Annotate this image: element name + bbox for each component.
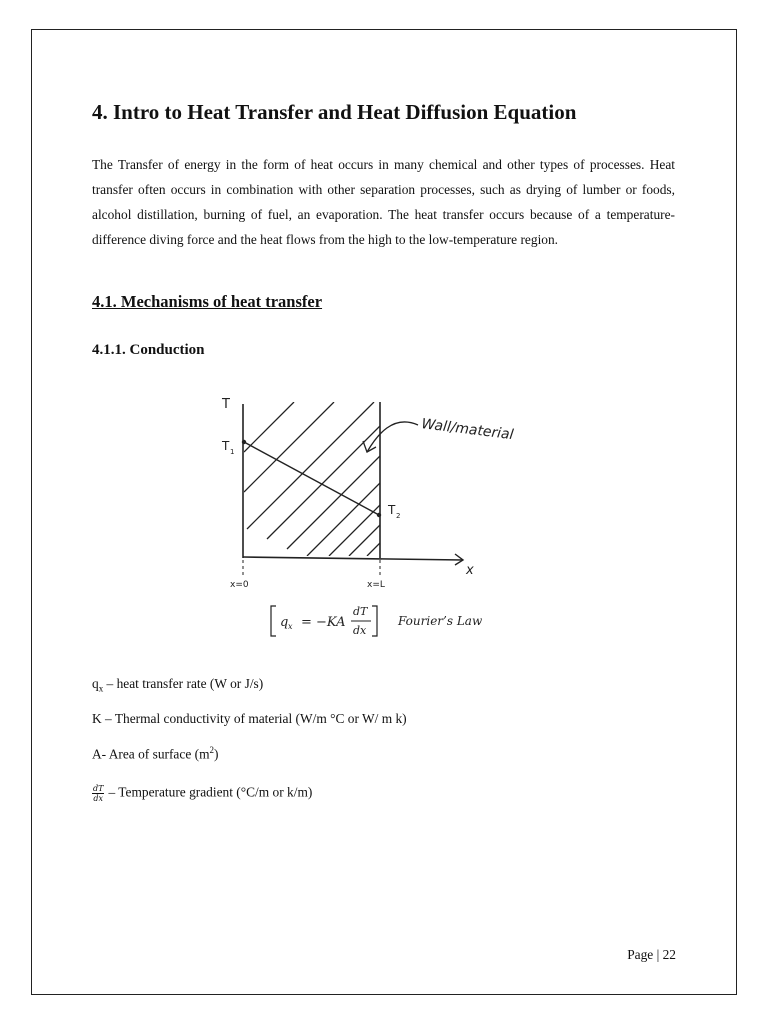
t2-point — [377, 513, 381, 517]
t1-label: T — [222, 439, 230, 453]
wall-label: Wall/material — [420, 416, 515, 444]
equation-lhs-subscript: x — [288, 622, 293, 631]
wall-pointer-arrowhead — [363, 441, 376, 452]
equation-numerator: dT — [353, 605, 368, 618]
subsection-heading: 4.1.1. Conduction — [92, 342, 205, 358]
definition-gradient — [92, 784, 312, 803]
t1-subscript: 1 — [230, 448, 235, 456]
definition-a-superscript: 2 — [209, 745, 214, 755]
x-axis-line — [243, 557, 463, 560]
conduction-diagram — [222, 390, 545, 590]
right-bracket — [372, 606, 377, 636]
definition-a — [92, 745, 218, 762]
gradient-numerator: dT — [93, 784, 104, 793]
definition-k — [92, 711, 407, 727]
gradient-denominator: dx — [93, 794, 104, 803]
gradient-fraction — [92, 784, 104, 803]
definition-qx-text: – heat transfer rate (W or J/s) — [103, 676, 264, 691]
definition-k-text: – Thermal conductivity of material (W/m °C or W/ m k) — [101, 711, 407, 726]
left-bracket — [271, 606, 276, 636]
page-number-footer: Page | 22 — [627, 947, 676, 962]
definition-a-text: - Area of surface (m — [101, 746, 210, 762]
definition-a-symbol: A — [92, 746, 102, 762]
equation-denominator: dx — [353, 624, 367, 637]
equation-name: Fourier’s Law — [398, 614, 483, 628]
temperature-profile-line — [244, 442, 379, 515]
definition-gradient-text: – Temperature gradient (°C/m or k/m) — [108, 784, 313, 800]
x0-label: x=0 — [230, 580, 249, 590]
definition-a-suffix: ) — [213, 746, 219, 762]
intro-paragraph: The Transfer of energy in the form of heat occurs in many chemical and other types of processes. Heat transfer often occurs in combination with other separation processes, such as drying of lumber or foods, alcohol distillation, burning of fuel, an evaporation. The heat transfer occurs because of a temperature-difference diving force and the heat flows from the high to the low-temperature region. — [92, 157, 675, 247]
x-axis-label: x — [466, 563, 474, 578]
t1-point — [242, 440, 246, 444]
section-heading: 4.1. Mechanisms of heat transfer — [92, 292, 323, 311]
definition-qx-subscript: x — [98, 683, 104, 694]
equation-lhs: q — [280, 615, 289, 630]
definition-qx-symbol: q — [92, 676, 99, 691]
definition-k-symbol: K — [92, 711, 102, 726]
equation-rhs-prefix: = −KA — [301, 615, 346, 630]
t2-label: T — [388, 503, 396, 517]
fourier-equation — [265, 600, 525, 640]
y-axis-label: T — [222, 397, 230, 412]
definition-qx — [92, 676, 263, 694]
t2-subscript: 2 — [396, 512, 401, 520]
document-title: 4. Intro to Heat Transfer and Heat Diffusion Equation — [92, 100, 577, 124]
xL-label: x=L — [367, 580, 385, 590]
